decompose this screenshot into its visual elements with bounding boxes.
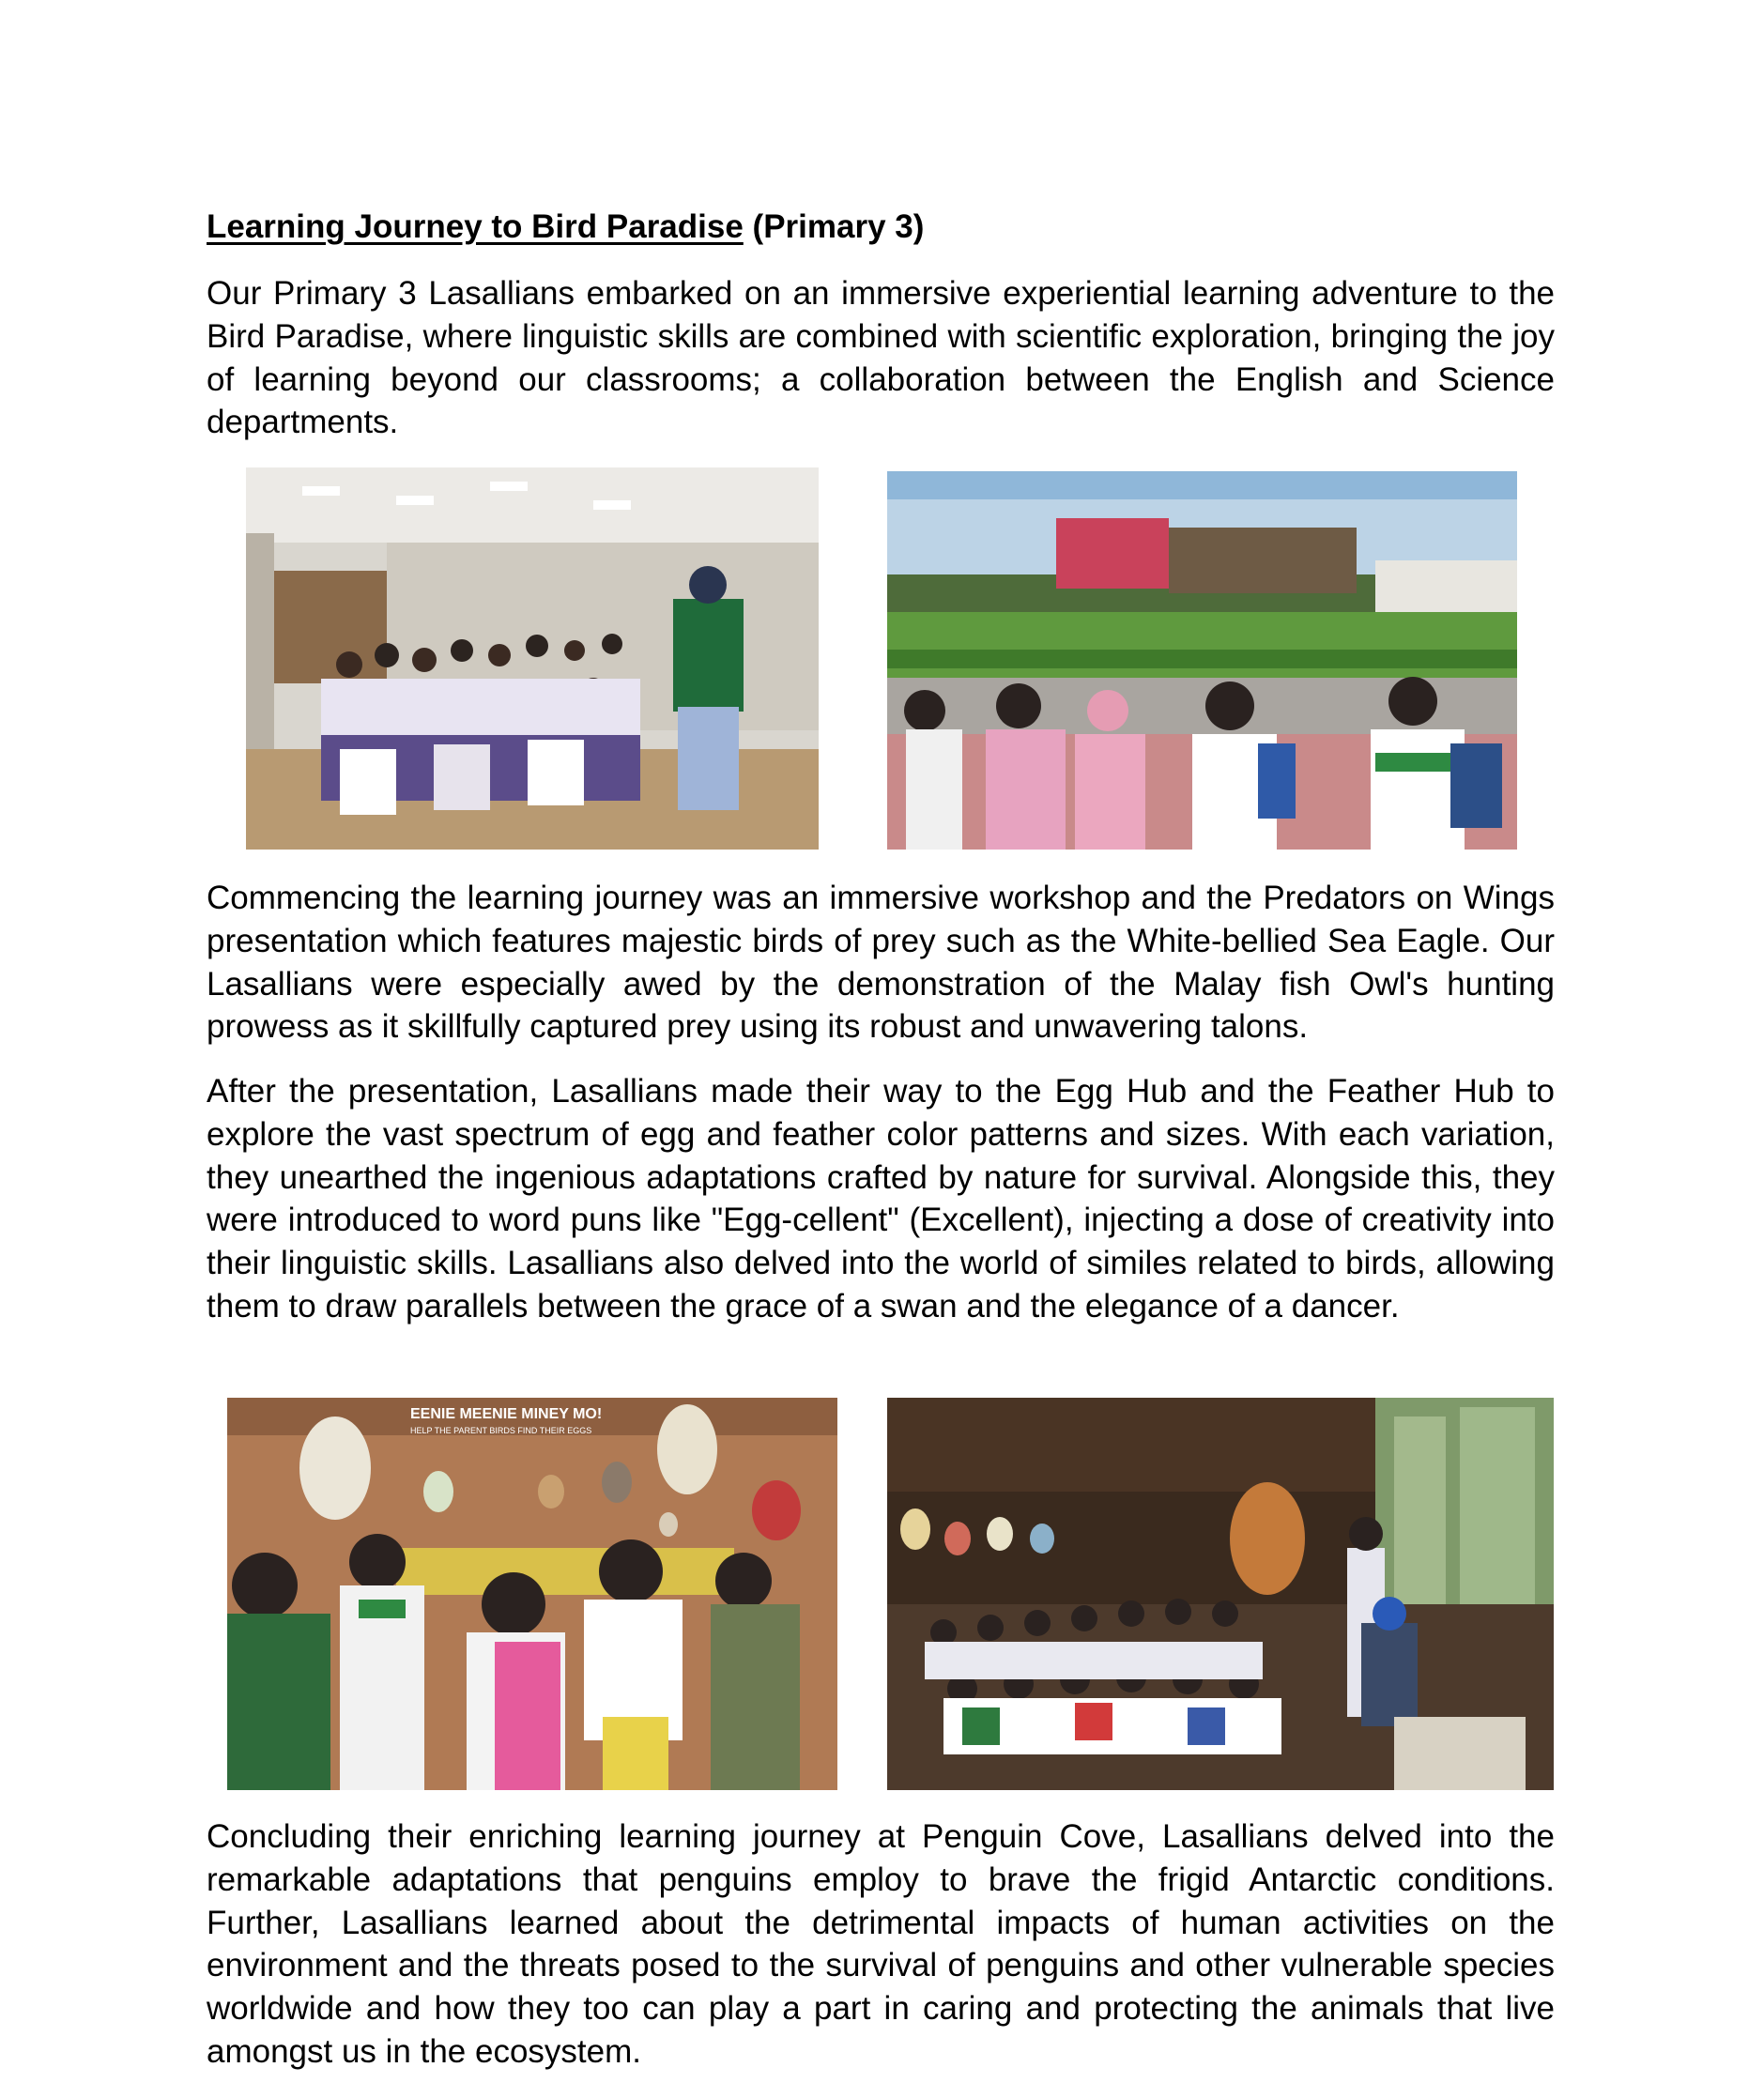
photo-amphitheatre bbox=[887, 471, 1517, 850]
paragraph-presentation: Commencing the learning journey was an immersive workshop and the Predators on Wings presentation which features majestic birds of prey such as the White-bellied Sea Eagle. Our Lasallians were especially awed by the demonstration of the Malay fish Owl's hunting prowess as it skillfully captured prey using its robust and unwavering talons. bbox=[207, 880, 1555, 1046]
page-title bbox=[207, 207, 1558, 248]
photo-workshop-room bbox=[246, 467, 819, 850]
paragraph-penguin-cove: Concluding their enriching learning journey at Penguin Cove, Lasallians delved into the remarkable adaptations that penguins employ to brave the frigid Antarctic conditions. Further, Lasallians learned about the detrimental impacts of human activities on the environment and the threats posed to the survival of penguins and other vulnerable species worldwide and how they too can play a part in caring and protecting the animals that live amongst us in the ecosystem. bbox=[207, 1818, 1555, 2070]
title-underlined: Learning Journey to Bird Paradise bbox=[207, 208, 744, 245]
egg-sign-line-1: EENIE MEENIE MINEY MO! bbox=[410, 1406, 603, 1422]
paragraph-egg-hub: After the presentation, Lasallians made their way to the Egg Hub and the Feather Hub to explore the vast spectrum of egg and feather color patterns and sizes. With each variation, they unearthed the ingenious adaptations crafted by nature for survival. Alongside this, they were introduced to word puns like "Egg-cellent" (Excellent), injecting a dose of creativity into their linguistic skills. Lasallians also delved into the world of similes related to birds, allowing them to draw parallels between the grace of a swan and the elegance of a dancer. bbox=[207, 1073, 1555, 1325]
paragraph-intro: Our Primary 3 Lasallians embarked on an immersive experiential learning adventure to the Bird Paradise, where linguistic skills are combined with scientific exploration, bringing the joy of learning beyond our classrooms; a collaboration between the English and Science departments. bbox=[207, 275, 1555, 441]
photo-feather-hub bbox=[887, 1398, 1554, 1790]
egg-sign-line-2: HELP THE PARENT BIRDS FIND THEIR EGGS bbox=[410, 1426, 592, 1435]
photo-egg-hub bbox=[227, 1398, 837, 1790]
title-suffix: (Primary 3) bbox=[743, 208, 925, 245]
